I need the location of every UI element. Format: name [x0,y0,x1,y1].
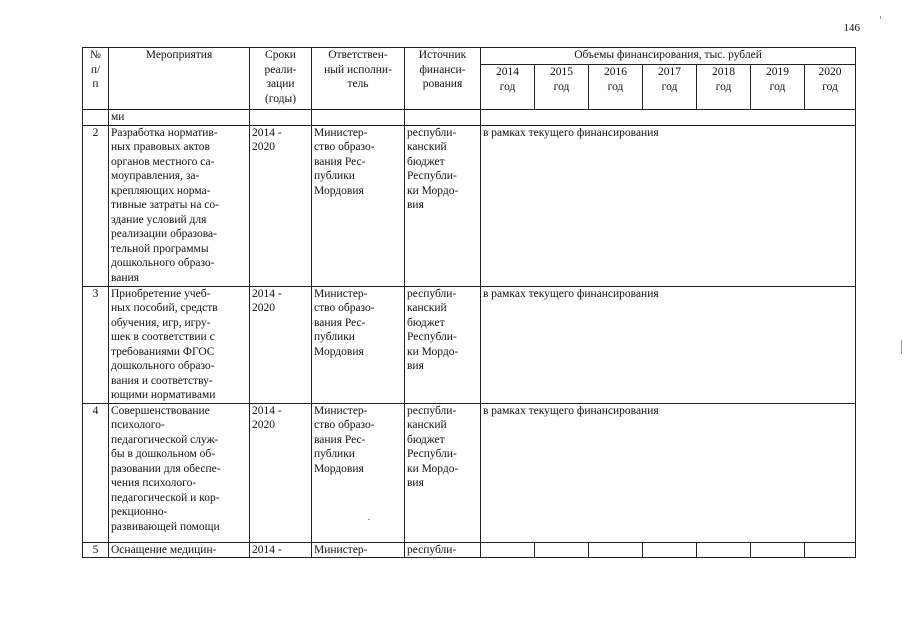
header-period: Сроки реали- зации (годы) [250,48,312,110]
header-number: № п/ п [83,48,109,110]
header-year-2017: 2017 год [643,65,697,110]
funding-plan-table [82,47,856,558]
header-year-2020: 2020 год [805,65,856,110]
page-number: 146 [843,22,860,34]
table-header-row [83,48,856,65]
cell-source: республи- [405,542,481,558]
table-row-continuation [83,110,856,126]
cell-event: Приобретение учеб- ных пособий, средств обучения, игр, игру- шек в соответствии с требованиями ФГОС дошкольного образо- вания и соответству- ющими нормативами [109,286,250,403]
header-event: Мероприятия [109,48,250,110]
header-year-2019: 2019 год [751,65,805,110]
cell-year-2017 [643,542,697,558]
cell-number: 5 [83,542,109,558]
cell-continuation-text: ми [109,110,250,126]
table-row [83,286,856,403]
cell-number: 2 [83,125,109,286]
header-year-2016: 2016 год [589,65,643,110]
cell-executor: Министер- ство образо- вания Рес- публики Мордовия [312,403,405,542]
scan-mark [368,519,370,520]
cell-funding: в рамках текущего финансирования [481,125,856,286]
cell-event: Разработка норматив- ных правовых актов органов местного са- моуправления, за- крепляющих норма- тивные затраты на со- здание условий для реализации образова- тельной программы дошкольного образо- вания [109,125,250,286]
cell-funding: в рамках текущего финансирования [481,286,856,403]
cell-period: 2014 - 2020 [250,125,312,286]
cell-source: республи- канский бюджет Республи- ки Мордо- вия [405,286,481,403]
cell-executor: Министер- ство образо- вания Рес- публики Мордовия [312,125,405,286]
header-year-2015: 2015 год [535,65,589,110]
cell-empty [250,110,312,126]
header-year-2014: 2014 год [481,65,535,110]
table-row [83,542,856,558]
cell-event: Совершенствование психолого- педагогической служ- бы в дошкольном об- разовании для обеспе- чения психолого- педагогической и кор- рекционно- развивающей помощи [109,403,250,542]
header-funding: Объемы финансирования, тыс. рублей [481,48,856,65]
cell-executor: Министер- ство образо- вания Рес- публики Мордовия [312,286,405,403]
cell-empty [83,110,109,126]
cell-year-2019 [751,542,805,558]
cell-year-2015 [535,542,589,558]
cell-source: республи- канский бюджет Республи- ки Мордо- вия [405,403,481,542]
cell-executor: Министер- [312,542,405,558]
cell-empty [312,110,405,126]
cell-number: 3 [83,286,109,403]
cell-period: 2014 - [250,542,312,558]
table-row [83,125,856,286]
cell-event: Оснащение медицин- [109,542,250,558]
scan-mark [880,16,881,19]
cell-funding: в рамках текущего финансирования [481,403,856,542]
cell-empty [481,110,856,126]
cell-year-2018 [697,542,751,558]
table-row [83,403,856,542]
cell-year-2020 [805,542,856,558]
cell-period: 2014 - 2020 [250,403,312,542]
header-executor: Ответствен- ный исполни- тель [312,48,405,110]
scan-mark [901,340,902,354]
header-source: Источник финанси- рования [405,48,481,110]
cell-year-2016 [589,542,643,558]
cell-number: 4 [83,403,109,542]
cell-period: 2014 - 2020 [250,286,312,403]
header-year-2018: 2018 год [697,65,751,110]
cell-source: республи- канский бюджет Республи- ки Мордо- вия [405,125,481,286]
cell-year-2014 [481,542,535,558]
cell-empty [405,110,481,126]
